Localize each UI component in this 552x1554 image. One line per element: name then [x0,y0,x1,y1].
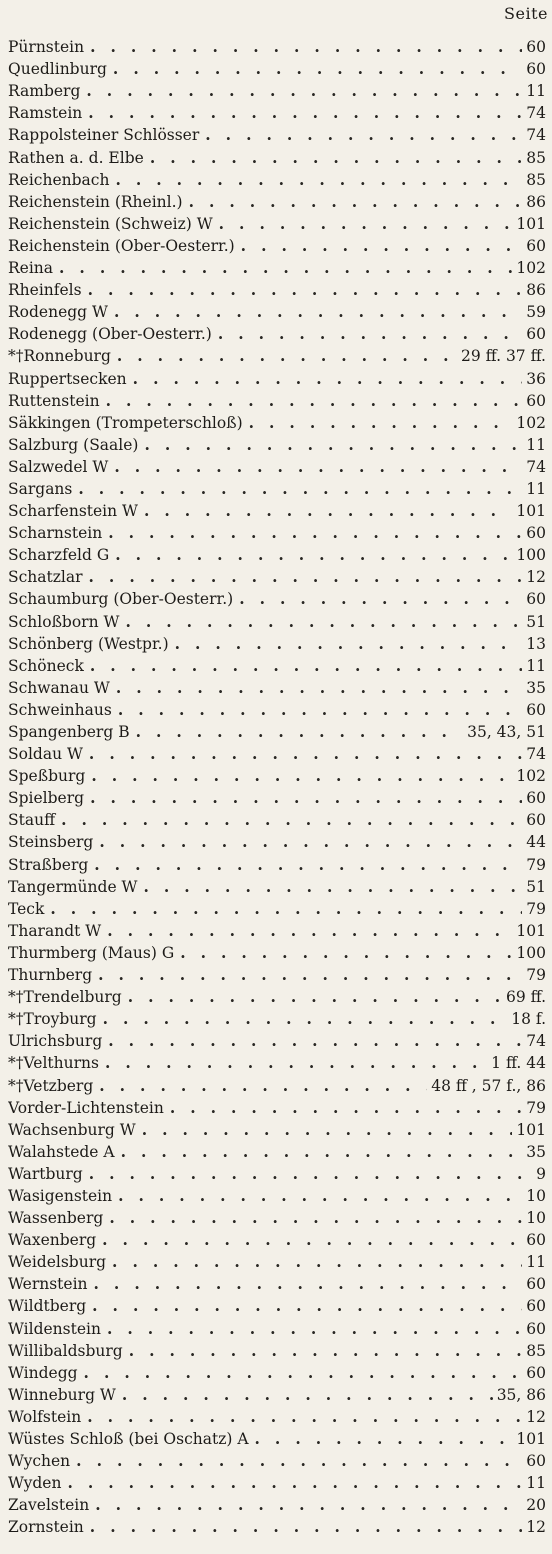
entry-name: Schöneck [8,656,84,675]
entry-page-ref: 12 [526,568,546,587]
entry-page-ref: 86 [526,192,546,211]
entry-name: Willibaldsburg [8,1341,123,1360]
entry-page-ref: 69 ff. [505,988,546,1007]
entry-page-ref: 60 [526,1319,546,1338]
entry-name: Schatzlar [8,568,83,587]
dot-leader [116,700,522,720]
entry-name: Rodenegg W [8,303,108,322]
entry-page-ref: 60 [526,524,546,543]
index-entry [8,786,546,808]
entry-page-ref: 60 [526,325,546,344]
dot-leader [131,369,523,389]
entry-page-ref: 44 [526,833,546,852]
entry-page-ref: 60 [526,1275,546,1294]
index-entry [8,676,546,698]
entry-name: Rheinfels [8,281,82,300]
index-entry [8,1140,546,1162]
entry-name: Quedlinburg [8,60,107,79]
dot-leader [114,678,522,698]
entry-name: Ruttenstein [8,391,100,410]
dot-leader [148,148,522,168]
index-entry [8,1339,546,1361]
entry-page-ref: 10 [526,1209,546,1228]
index-entry [8,1493,546,1515]
dot-leader [239,236,523,256]
dot-leader [87,744,522,764]
index-entry [8,1118,546,1140]
entry-page-ref: 101 [516,1430,546,1448]
entry-page-ref: 60 [526,60,546,79]
entry-name: Reichenstein (Ober-Oesterr.) [8,236,235,255]
entry-page-ref: 20 [526,1496,546,1515]
entry-page-ref: 36 [526,369,546,388]
dot-leader [119,1142,523,1162]
entry-page-ref: 74 [526,457,546,476]
index-entry [8,1228,546,1250]
entry-name: Soldau W [8,745,83,764]
entry-page-ref: 51 [526,877,546,896]
index-entry [8,963,546,985]
dot-leader [74,1451,522,1471]
entry-name: Winneburg W [8,1385,116,1404]
dot-leader [88,1517,522,1537]
dot-leader [59,810,522,830]
dot-leader [103,1053,487,1073]
entry-name: Schloßborn W [8,612,120,631]
dot-leader [57,258,512,278]
entry-marker: *† [8,1010,24,1029]
entry-name: Rathen a. d. Elbe [8,148,144,167]
entry-name: Windegg [8,1363,78,1382]
index-entry [8,897,546,919]
index-entry [8,366,546,388]
entry-name: Pürnstein [8,38,85,57]
dot-leader [142,435,522,455]
entry-name: Ruppertsecken [8,369,127,388]
entry-page-ref: 60 [526,590,546,609]
entry-page-ref: 101 [516,921,546,940]
dot-leader [107,1208,522,1228]
entry-name: Spangenberg B [8,723,130,741]
dot-leader [88,656,522,676]
entry-name: Wartburg [8,1164,83,1183]
entry-name: Vorder-Lichtenstein [8,1098,164,1117]
index-entry [8,808,546,830]
entry-page-ref: 11 [526,656,546,675]
entry-name: Zavelstein [8,1496,90,1515]
entry-name: Wernstein [8,1275,88,1294]
entry-page-ref: 11 [526,479,546,498]
entry-name: Trendelburg [23,988,122,1007]
dot-leader [187,192,523,212]
dot-leader [88,788,522,808]
dot-leader [82,1363,523,1383]
dot-leader [237,589,522,609]
entry-page-ref: 60 [526,1231,546,1250]
index-entry [8,1272,546,1294]
entry-name: Tangermünde W [8,877,138,896]
dot-leader [97,832,522,852]
entry-page-ref: 60 [526,700,546,719]
dot-leader [87,567,523,587]
index-entry [8,698,546,720]
index-entry [8,57,546,79]
dot-leader [126,987,502,1007]
entry-name: Scharfenstein W [8,502,138,521]
dot-leader [141,877,522,897]
entry-page-ref: 18 f. [511,1010,546,1029]
dot-leader [89,766,512,786]
entry-name: Ronneburg [23,347,111,366]
entry-page-ref: 60 [526,391,546,410]
entry-page-ref: 85 [526,148,546,167]
entry-name: Steinsberg [8,833,94,852]
entry-page-ref: 101 [516,502,546,521]
entry-marker: *† [8,347,24,366]
entry-name: Reichenstein (Schweiz) W [8,214,213,233]
index-entry [8,1316,546,1338]
dot-leader [104,391,523,411]
dot-leader [106,1031,522,1051]
dot-leader [76,479,522,499]
entry-name: Waxenberg [8,1231,97,1250]
entry-page-ref: 60 [526,1363,546,1382]
dot-leader [168,1098,522,1118]
dot-leader [85,1407,522,1427]
dot-leader [140,1120,513,1140]
index-entry [8,433,546,455]
index-entry [8,1405,546,1427]
entry-name: Stauff [8,811,56,830]
entry-name: Weidelsburg [8,1253,107,1272]
entry-name: Spielberg [8,789,85,808]
entry-name: Wasigenstein [8,1186,113,1205]
entry-page-ref: 79 [526,899,546,918]
entry-page-ref: 79 [526,966,546,985]
entry-name: Vetzberg [23,1076,94,1095]
entry-name: Troyburg [23,1010,97,1029]
dot-leader [178,943,512,963]
index-entry [8,521,546,543]
entry-page-ref: 12 [526,1518,546,1537]
index-entry [8,1051,546,1073]
entry-name: Wildenstein [8,1319,101,1338]
index-entry [8,499,546,521]
dot-leader [101,1009,508,1029]
entry-marker: *† [8,1054,24,1073]
dot-leader [134,722,464,742]
entry-name: Reina [8,259,54,278]
entry-page-ref: 60 [526,811,546,830]
page-header [0,0,552,28]
entry-name: Wildtberg [8,1297,87,1316]
entry-page-ref: 86 [526,281,546,300]
index-entry [8,477,546,499]
entry-marker: *† [8,988,24,1007]
dot-leader [115,346,457,366]
entry-name: Speßburg [8,767,86,786]
entry-name: Wolfstein [8,1407,82,1426]
entry-page-ref: 60 [526,789,546,808]
dot-leader [123,612,522,632]
entry-name: Straßberg [8,855,89,874]
index-entry [8,1471,546,1493]
index-entry [8,101,546,123]
dot-leader [247,413,513,433]
entry-page-ref: 74 [526,126,546,145]
entry-page-ref: 60 [526,1452,546,1471]
entry-name: Zornstein [8,1518,84,1537]
index-entry [8,1383,546,1405]
entry-name: Walahstede A [8,1142,115,1161]
index-entry [8,190,546,212]
index-entry [8,212,546,234]
dot-leader [116,1186,522,1206]
entry-name: Säkkingen (Trompeterschloß) [8,413,243,432]
entry-page-ref: 35, 86 [496,1385,546,1404]
index-entry [8,278,546,300]
entry-name: Tharandt W [8,921,102,940]
index-entry [8,123,546,145]
entry-page-ref: 79 [526,1098,546,1117]
index-entry [8,256,546,278]
entry-page-ref: 11 [526,1474,546,1493]
entry-page-ref: 9 [536,1164,546,1183]
index-entry [8,875,546,897]
index-entry [8,300,546,322]
index-entry [8,1427,546,1449]
entry-name: Reichenbach [8,170,110,189]
entry-page-ref: 85 [526,170,546,189]
entry-name: Sargans [8,479,73,498]
dot-leader [113,170,522,190]
entry-page-ref: 12 [526,1407,546,1426]
entry-name: Scharzfeld G [8,546,110,565]
dot-leader [105,921,512,941]
entry-name: Schönberg (Westpr.) [8,634,169,653]
entry-page-ref: 35 [526,678,546,697]
index-entry [8,389,546,411]
dot-leader [87,1164,532,1184]
dot-leader [113,545,512,565]
entry-page-ref: 60 [526,38,546,57]
entry-page-ref: 101 [516,214,546,233]
index-entry [8,742,546,764]
dot-leader [253,1429,513,1449]
entry-page-ref: 102 [516,767,546,786]
dot-leader [92,1274,523,1294]
dot-leader [84,81,522,101]
entry-page-ref: 60 [526,236,546,255]
index-entry [8,1184,546,1206]
dot-leader [65,1473,522,1493]
entry-name: Rappolsteiner Schlösser [8,126,200,145]
entry-page-ref: 102 [516,259,546,278]
dot-leader [142,501,512,521]
entry-page-ref: 35, 43, 51 [467,723,546,741]
seite-column-label: Seite [504,4,548,23]
index-entry [8,543,546,565]
index-entry [8,919,546,941]
entry-name: Ramberg [8,82,81,101]
dot-leader [86,103,522,123]
dot-leader [112,302,522,322]
index-entry [8,1515,546,1537]
entry-name: Wüstes Schloß (bei Oschatz) A [8,1430,249,1448]
entry-page-ref: 11 [526,435,546,454]
entry-name: Wychen [8,1452,71,1471]
dot-leader [48,899,522,919]
dot-leader [100,1230,522,1250]
entry-name: Wassenberg [8,1209,104,1228]
dot-leader [216,324,522,344]
index-entry [8,632,546,654]
entry-page-ref: 79 [526,855,546,874]
entry-page-ref: 74 [526,745,546,764]
entry-page-ref: 100 [516,943,546,962]
entry-page-ref: 29 ff. 37 ff. [460,347,546,366]
index-entry [8,79,546,101]
entry-name: Schwanau W [8,678,110,697]
entry-page-ref: 101 [516,1120,546,1139]
index-entry [8,764,546,786]
index-entry [8,234,546,256]
entry-name: Scharnstein [8,524,103,543]
dot-leader [106,523,522,543]
index-entry [8,1096,546,1118]
entry-name: Thurnberg [8,966,93,985]
entry-name: Salzwedel W [8,457,109,476]
dot-leader [88,37,522,57]
index-entry [8,455,546,477]
index-entry [8,654,546,676]
dot-leader [86,280,523,300]
index-entry [8,1007,546,1029]
index-entry [8,830,546,852]
entry-name: Wyden [8,1474,62,1493]
entry-name: Schaumburg (Ober-Oesterr.) [8,590,234,609]
entry-page-ref: 51 [526,612,546,631]
entry-page-ref: 10 [526,1186,546,1205]
dot-leader [92,855,522,875]
dot-leader [97,1076,427,1096]
index-entry [8,1294,546,1316]
index-entry [8,609,546,631]
dot-leader [90,1296,522,1316]
dot-leader [203,125,522,145]
dot-leader [217,214,513,234]
entry-page-ref: 1 ff. 44 [491,1054,546,1073]
entry-page-ref: 60 [526,1297,546,1316]
dot-leader [111,59,522,79]
entry-name: Velthurns [23,1054,99,1073]
entry-page-ref: 102 [516,413,546,432]
entry-page-ref: 35 [526,1142,546,1161]
index-entry [8,344,546,366]
dot-leader [110,1252,522,1272]
dot-leader [112,457,522,477]
entry-page-ref: 11 [526,82,546,101]
castle-index-list [8,35,546,1537]
index-entry [8,587,546,609]
entry-page-ref: 74 [526,1032,546,1051]
entry-name: Thurmberg (Maus) G [8,943,175,962]
index-entry [8,941,546,963]
entry-name: Ulrichsburg [8,1032,103,1051]
index-entry [8,145,546,167]
entry-page-ref: 74 [526,104,546,123]
index-entry [8,852,546,874]
index-entry [8,985,546,1007]
dot-leader [120,1385,493,1405]
index-entry [8,1449,546,1471]
entry-name: Salzburg (Saale) [8,435,139,454]
entry-marker: *† [8,1076,24,1095]
index-entry [8,1029,546,1051]
index-entry [8,411,546,433]
dot-leader [173,634,523,654]
entry-name: Ramstein [8,104,83,123]
index-entry [8,720,546,742]
entry-page-ref: 100 [516,546,546,565]
entry-name: Reichenstein (Rheinl.) [8,192,183,211]
entry-name: Wachsenburg W [8,1120,136,1139]
index-entry [8,1361,546,1383]
dot-leader [127,1341,523,1361]
entry-page-ref: 59 [526,303,546,322]
entry-name: Schweinhaus [8,700,112,719]
index-entry [8,1073,546,1095]
index-entry [8,168,546,190]
entry-page-ref: 48 ff , 57 f., 86 [431,1076,546,1095]
entry-name: Teck [8,899,45,918]
dot-leader [105,1319,522,1339]
index-entry [8,1206,546,1228]
dot-leader [96,965,522,985]
entry-page-ref: 85 [526,1341,546,1360]
index-entry [8,322,546,344]
index-entry [8,565,546,587]
entry-page-ref: 11 [526,1253,546,1272]
entry-page-ref: 13 [526,634,546,653]
dot-leader [93,1495,522,1515]
index-entry [8,1162,546,1184]
index-entry [8,1250,546,1272]
index-entry [8,35,546,57]
entry-name: Rodenegg (Ober-Oesterr.) [8,325,212,344]
